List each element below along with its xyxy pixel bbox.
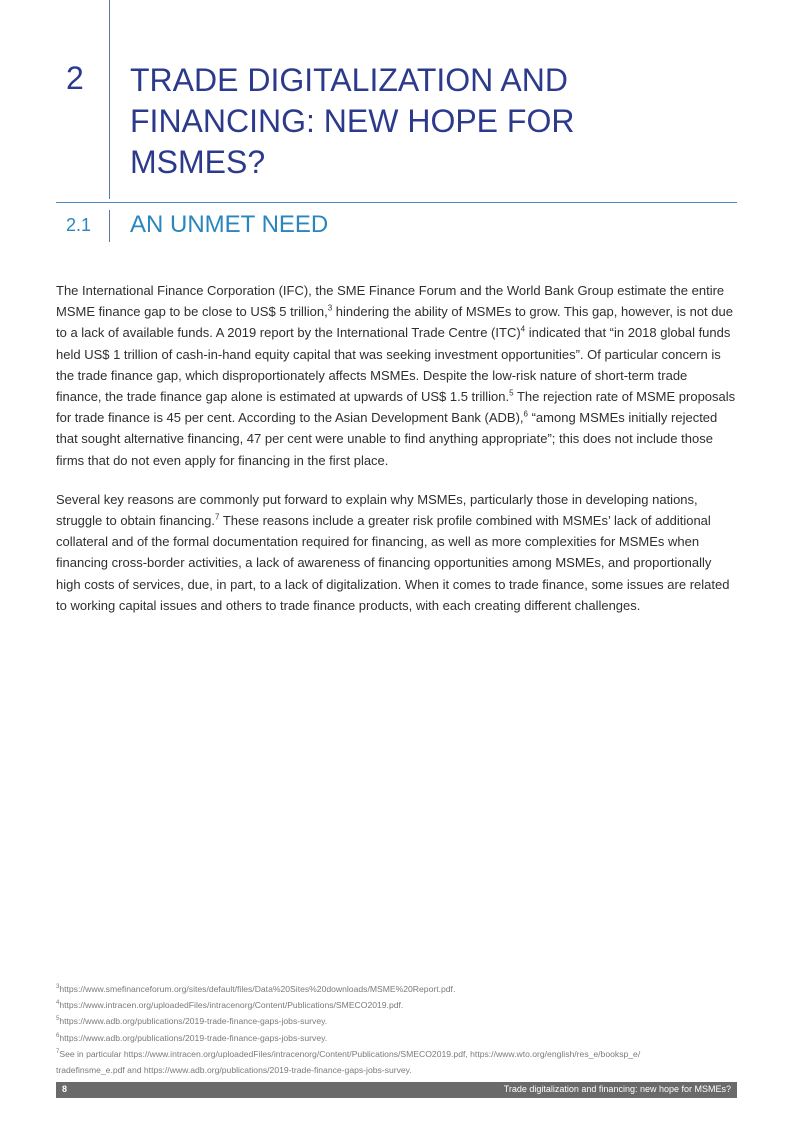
footnote-link[interactable]: See in particular https://www.intracen.org/uploadedFiles/intracenorg/Content/Publications/SMECO2019.pdf, https://www.wto.org/english/res_e/booksp_e/	[59, 1048, 641, 1059]
footnote-ref-7[interactable]: 7	[215, 512, 220, 522]
chapter-divider-line	[109, 0, 110, 199]
footnote-5: $^5$https://www.adb.org/publications/2019-trade-finance-gaps-jobs-survey.	[56, 1016, 328, 1027]
footnote-ref-6[interactable]: 6	[523, 409, 528, 419]
footnote-3: $^3$https://www.smefinanceforum.org/sites/default/files/Data%20Sites%20downloads/MSME%20Report.pdf.	[56, 984, 456, 994]
page-number: 8	[62, 1084, 68, 1094]
footnote-link[interactable]: tradefinsme_e.pdf and https://www.adb.org/publications/2019-trade-finance-gaps-jobs-survey.	[56, 1065, 412, 1076]
section-title: AN UNMET NEED	[130, 211, 329, 238]
footnote-6: $^6$https://www.adb.org/publications/2019-trade-finance-gaps-jobs-survey.	[56, 1032, 328, 1043]
footnote-ref-3[interactable]: 3	[327, 303, 333, 313]
footnote-link[interactable]: https://www.adb.org/publications/2019-trade-finance-gaps-jobs-survey.	[59, 1032, 328, 1043]
footer-title: Trade digitalization and financing: new hope for MSMEs?	[503, 1084, 731, 1094]
chapter-number: 2	[66, 60, 84, 96]
footnote-link[interactable]: https://www.intracen.org/uploadedFiles/intracenorg/Content/Publications/SMECO2019.pdf.	[59, 1000, 404, 1011]
footnote-link[interactable]: https://www.adb.org/publications/2019-trade-finance-gaps-jobs-survey.	[59, 1016, 328, 1027]
section-number: 2.1	[66, 215, 92, 235]
footnote-7-continued	[56, 1062, 746, 1078]
footnote-link[interactable]: https://www.smefinanceforum.org/sites/default/files/Data%20Sites%20downloads/MSME%20Report.pdf.	[59, 984, 456, 994]
paragraph-1: The International Finance Corporation (IFC), the SME Finance Forum and the World Bank Group estimate the entire MSME finance gap to be close to US$ 5 trillion,$^3$ hindering the ability of MSMEs to grow. This gap, however, is not due to a lack of available funds. A 2019 report by the International Trade Centre (ITC)$^4$ indicated that “in 2018 global funds held US$ 1 trillion of cash-in-hand equity capital that was seeking investment opportunities”. Of particular concern is the trade finance gap, which disproportionately affects MSMEs. Despite the low-risk nature of short-term trade finance, the trade finance gap alone is estimated at upwards of US$ 1.5 trillion.$^5$ The rejection rate of MSME proposals for trade finance is 45 per cent. According to the Asian Development Bank (ADB),$^6$ “among MSMEs initially rejected that sought alternative financing, 47 per cent were unable to find anything appropriate”; this does not include those firms that do not even apply for financing in the first place.	[56, 283, 736, 468]
section-divider-line	[109, 210, 110, 242]
footnotes	[56, 981, 746, 1078]
body-text	[56, 280, 736, 634]
paragraph-2: Several key reasons are commonly put forward to explain why MSMEs, particularly those in developing nations, struggle to obtain financing.$^7$ These reasons include a greater risk profile combined with MSMEs’ lack of additional collateral and of the formal documentation required for financing, as well as more complexities for MSMEs when financing cross-border activities, a lack of awareness of financing opportunities among MSMEs, and proportionally high costs of services, due, in part, to a lack of digitalization. When it comes to trade finance, some issues are related to working capital issues and others to trade finance products, with each creating different challenges.	[56, 491, 730, 613]
chapter-title: TRADE DIGITALIZATION AND FINANCING: NEW HOPE FOR MSMES?	[130, 62, 575, 180]
footnote-4: $^4$https://www.intracen.org/uploadedFiles/intracenorg/Content/Publications/SMECO2019.pdf.	[56, 1000, 404, 1011]
footnote-7: $^7$See in particular https://www.intracen.org/uploadedFiles/intracenorg/Content/Publications/SMECO2019.pdf, https://www.wto.org/english/res_e/booksp_e/	[56, 1048, 641, 1059]
footnote-ref-5[interactable]: 5	[509, 388, 514, 398]
footnote-ref-4[interactable]: 4	[520, 325, 526, 335]
footer-bar	[56, 1082, 737, 1098]
section-rule	[56, 202, 737, 203]
